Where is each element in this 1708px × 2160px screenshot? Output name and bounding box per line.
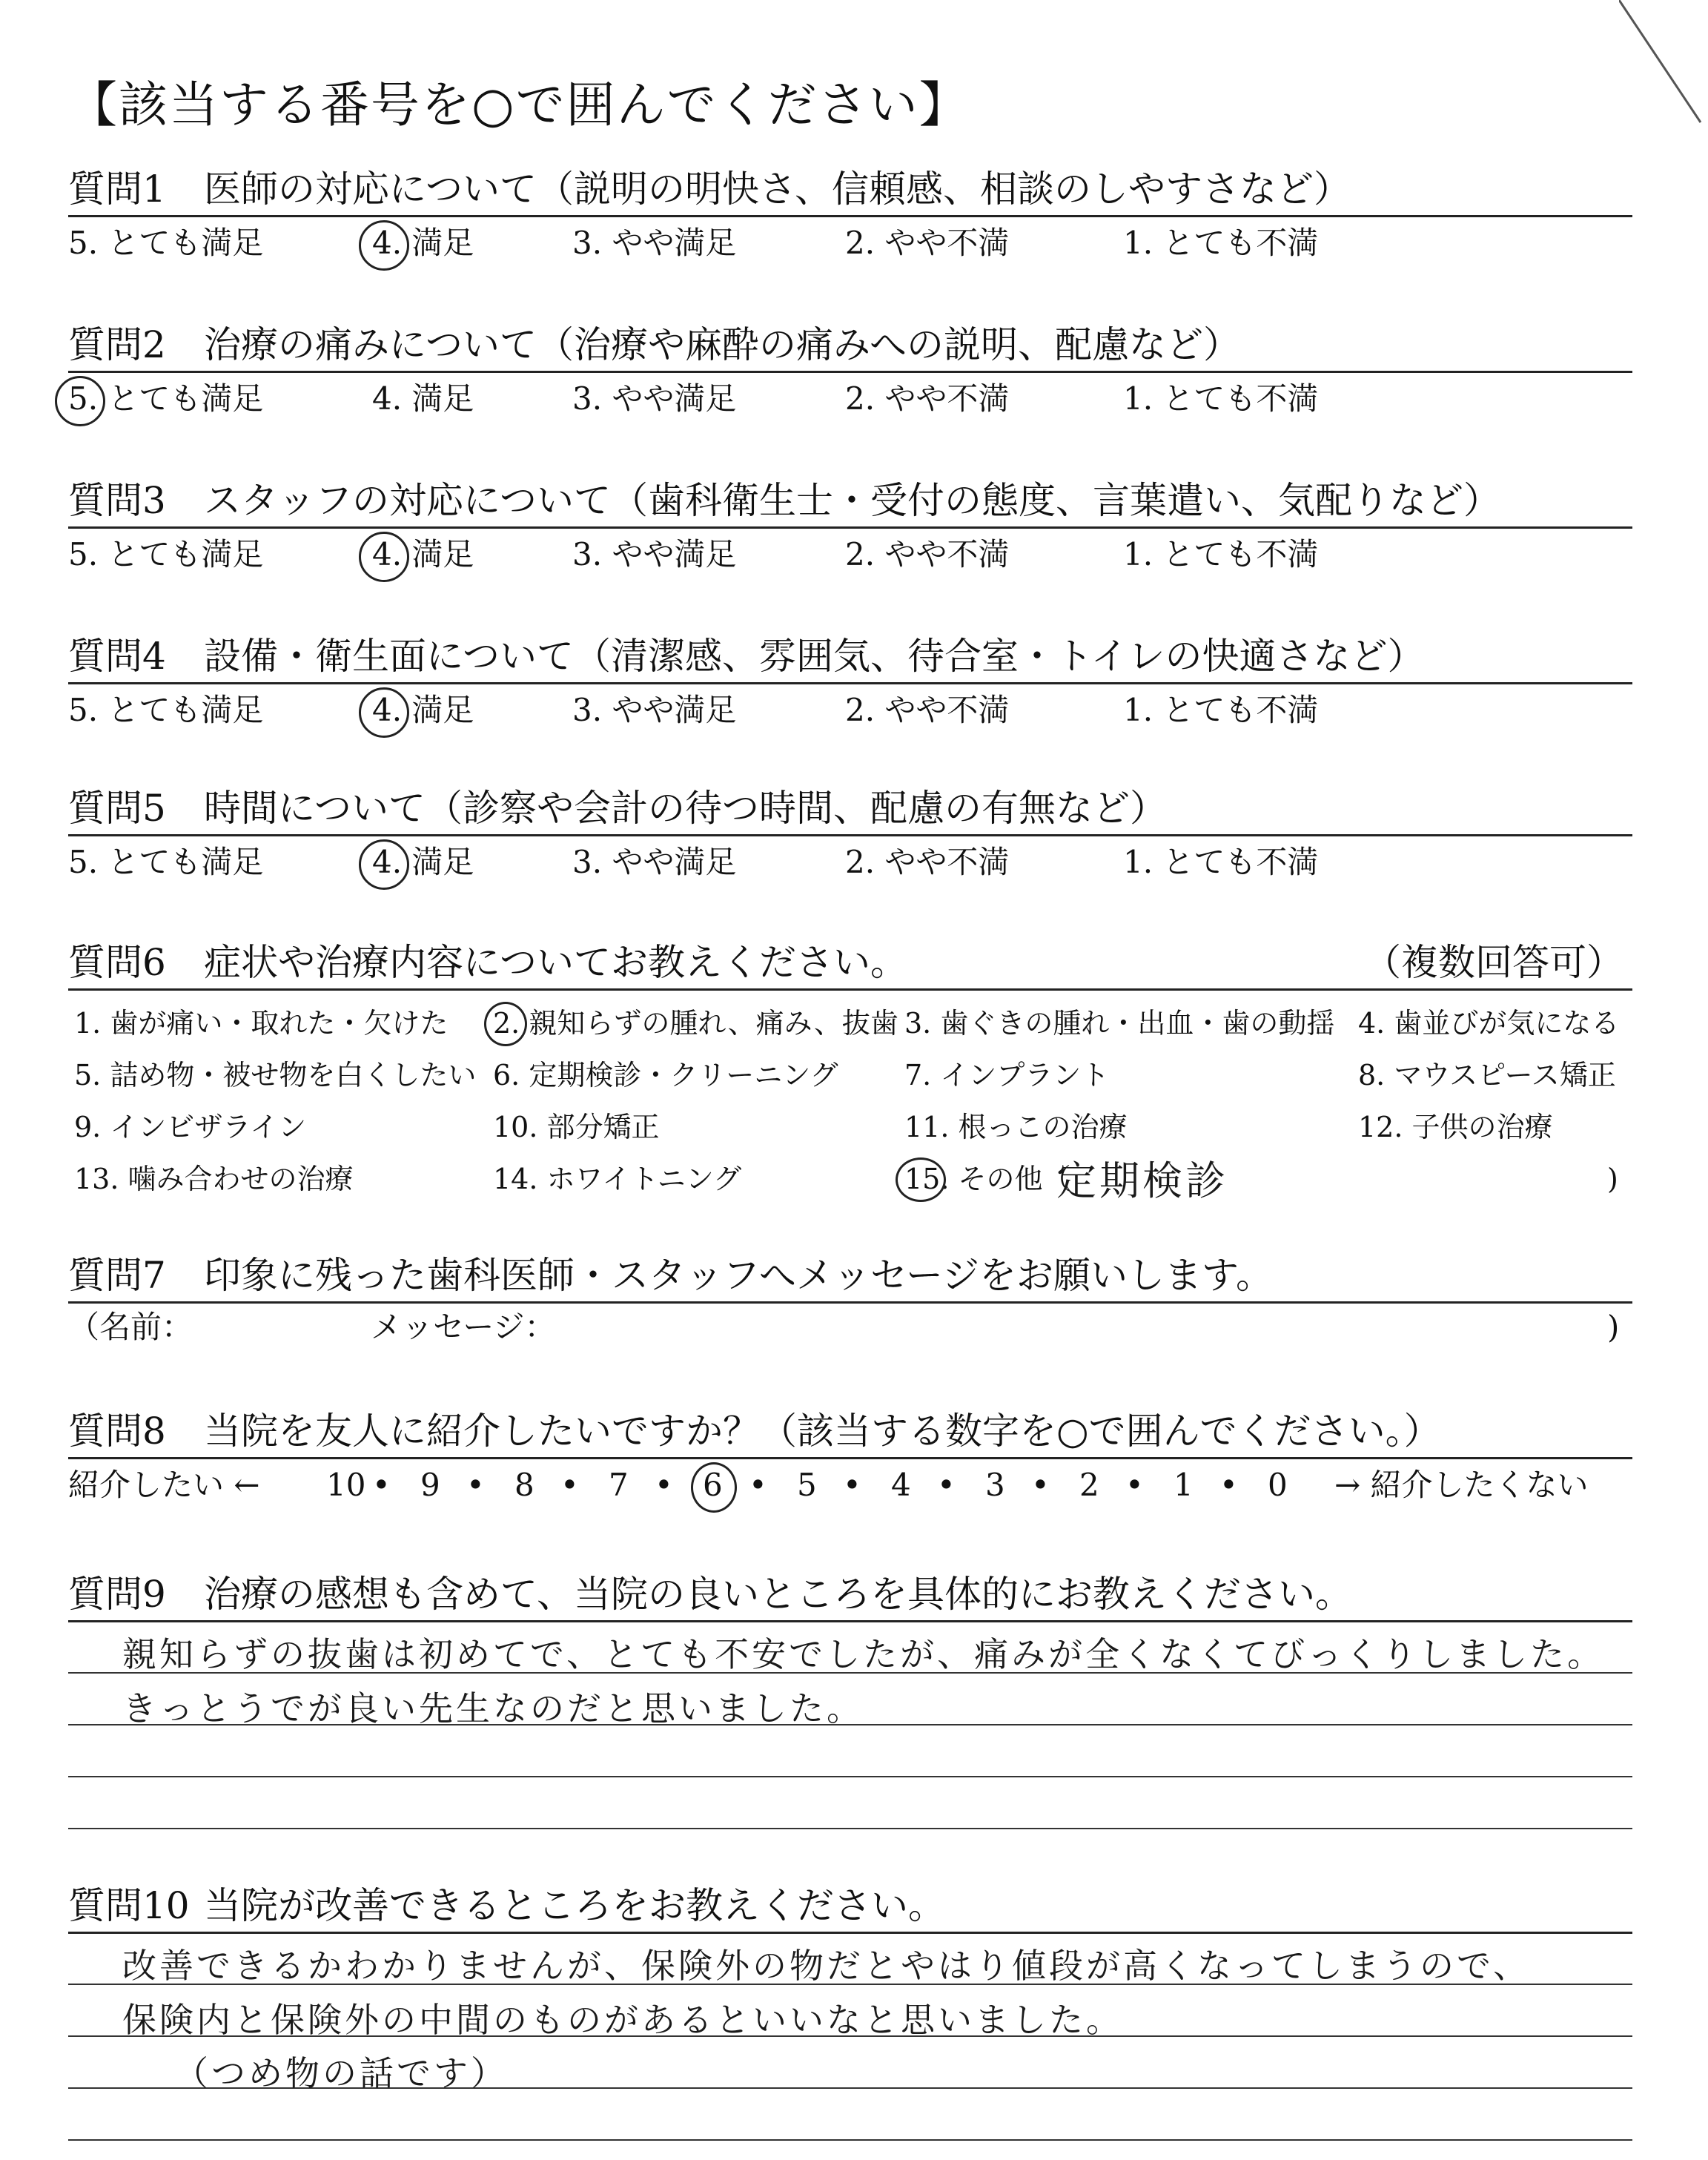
q6-option-11[interactable]: 11. 根っこの治療	[904, 1111, 1128, 1143]
q6-option-15[interactable]: 15. その他（	[904, 1163, 1071, 1195]
question-5-divider	[68, 834, 1632, 836]
q6-option-10[interactable]: 10. 部分矯正	[493, 1111, 660, 1143]
question-4-option-5[interactable]: 5. とても満足	[68, 692, 264, 728]
question-5-option-5[interactable]: 5. とても満足	[68, 844, 264, 880]
q8-scale-separator: •	[843, 1467, 861, 1503]
q9-label: 質問9	[68, 1573, 166, 1616]
question-2-text: 治療の痛みについて（治療や麻酔の痛みへの説明、配慮など）	[204, 323, 1240, 366]
q8-text: 当院を友人に紹介したいですか？（該当する数字を○で囲んでください。）	[204, 1410, 1441, 1453]
q9-answer-line-1: 親知らずの抜歯は初めてで、とても不安でしたが、痛みが全くなくてびっくりしました。	[122, 1634, 1605, 1674]
q6-option-14[interactable]: 14. ホワイトニング	[493, 1163, 742, 1195]
question-1-divider	[68, 215, 1632, 217]
q10-answer-line-1: 改善できるかわかりませんが、保険外の物だとやはり値段が高くなってしまうので、	[122, 1946, 1531, 1986]
q8-scale-value[interactable]: 6	[703, 1467, 723, 1503]
question-3-option-2[interactable]: 2. やや不満	[845, 536, 1010, 572]
question-4-option-1[interactable]: 1. とても不満	[1123, 692, 1319, 728]
question-2-label: 質問2	[68, 323, 166, 366]
question-5-option-2[interactable]: 2. やや不満	[845, 844, 1010, 880]
question-4-option-3[interactable]: 3. やや満足	[572, 692, 737, 728]
question-2-divider	[68, 371, 1632, 373]
question-1-option-1[interactable]: 1. とても不満	[1123, 225, 1319, 261]
q8-scale-separator: •	[466, 1467, 485, 1503]
q10-text: 当院が改善できるところをお教えください。	[204, 1884, 945, 1927]
q6-option-1[interactable]: 1. 歯が痛い・取れた・欠けた	[74, 1007, 448, 1040]
question-2-option-2[interactable]: 2. やや不満	[845, 380, 1010, 417]
question-3-option-4[interactable]: 4. 満足	[372, 536, 474, 572]
q10-ruled-line	[68, 2139, 1632, 2141]
q6-selection-circle	[896, 1157, 946, 1202]
question-2-option-1[interactable]: 1. とても不満	[1123, 380, 1319, 417]
q8-scale-separator: •	[749, 1467, 767, 1503]
question-1-option-3[interactable]: 3. やや満足	[572, 225, 737, 261]
question-4-selection-circle	[359, 687, 409, 738]
q8-label: 質問8	[68, 1410, 166, 1453]
question-5-label: 質問5	[68, 787, 166, 830]
question-1-option-5[interactable]: 5. とても満足	[68, 225, 264, 261]
q7-text: 印象に残った歯科医師・スタッフへメッセージをお願いします。	[204, 1254, 1273, 1297]
q10-answer-line-3: （つめ物の話です）	[174, 2053, 508, 2093]
q8-scale-value[interactable]: 8	[514, 1467, 534, 1503]
q8-selection-circle	[691, 1462, 737, 1513]
q8-scale-value[interactable]: 4	[891, 1467, 911, 1503]
q9-answer-line-2: きっとうでが良い先生なのだと思いました。	[122, 1688, 864, 1728]
q8-scale-separator: •	[372, 1467, 391, 1503]
q8-scale-separator: •	[560, 1467, 579, 1503]
q8-scale-value[interactable]: 1	[1174, 1467, 1194, 1503]
q6-other-answer: 定期検診	[1056, 1157, 1228, 1204]
q6-option-6[interactable]: 6. 定期検診・クリーニング	[493, 1059, 838, 1091]
q6-note: （複数回答可）	[1364, 941, 1623, 984]
question-4-option-4[interactable]: 4. 満足	[372, 692, 474, 728]
q9-divider	[68, 1620, 1632, 1622]
question-1-option-4[interactable]: 4. 満足	[372, 225, 474, 261]
q8-scale-value[interactable]: 0	[1268, 1467, 1288, 1503]
question-3-selection-circle	[359, 532, 409, 582]
q7-label: 質問7	[68, 1254, 166, 1297]
q6-divider	[68, 988, 1632, 991]
question-3-divider	[68, 526, 1632, 529]
question-3-option-1[interactable]: 1. とても不満	[1123, 536, 1319, 572]
q7-close-paren: )	[1607, 1309, 1620, 1345]
q7-message-label: メッセージ：	[371, 1309, 556, 1345]
q6-close-paren: )	[1607, 1163, 1618, 1195]
question-4-label: 質問4	[68, 635, 166, 678]
q8-scale-separator: •	[1125, 1467, 1144, 1503]
question-1-text: 医師の対応について（説明の明快さ、信頼感、相談のしやすさなど）	[204, 168, 1351, 211]
q6-option-4[interactable]: 4. 歯並びが気になる	[1358, 1007, 1620, 1040]
q8-scale-value[interactable]: 2	[1079, 1467, 1099, 1503]
q6-option-2[interactable]: 2. 親知らずの腫れ、痛み、抜歯	[493, 1007, 898, 1040]
q6-option-8[interactable]: 8. マウスピース矯正	[1358, 1059, 1616, 1091]
q8-scale-value[interactable]: 3	[985, 1467, 1005, 1503]
question-2-option-5[interactable]: 5. とても満足	[68, 380, 264, 417]
q9-ruled-line	[68, 1776, 1632, 1777]
question-3-text: スタッフの対応について（歯科衛生士・受付の態度、言葉遣い、気配りなど）	[204, 479, 1500, 522]
q10-label: 質問10	[68, 1884, 190, 1927]
q6-option-9[interactable]: 9. インビザライン	[74, 1111, 307, 1143]
page-corner-fold	[1619, 0, 1708, 126]
question-1-label: 質問1	[68, 168, 166, 211]
question-1-option-2[interactable]: 2. やや不満	[845, 225, 1010, 261]
question-4-option-2[interactable]: 2. やや不満	[845, 692, 1010, 728]
question-3-label: 質問3	[68, 479, 166, 522]
question-3-option-5[interactable]: 5. とても満足	[68, 536, 264, 572]
q10-answer-line-2: 保険内と保険外の中間のものがあるといいなと思いました。	[122, 2000, 1123, 2040]
question-5-selection-circle	[359, 839, 409, 890]
question-2-selection-circle	[55, 376, 105, 426]
question-2-option-4[interactable]: 4. 満足	[372, 380, 474, 417]
question-4-text: 設備・衛生面について（清潔感、雰囲気、待合室・トイレの快適さなど）	[204, 635, 1425, 678]
q7-name-label: （名前：	[68, 1309, 193, 1345]
q8-scale-separator: •	[655, 1467, 673, 1503]
question-5-text: 時間について（診察や会計の待つ時間、配慮の有無など）	[204, 787, 1167, 830]
question-1-selection-circle	[359, 220, 409, 271]
q8-scale-value[interactable]: 7	[609, 1467, 629, 1503]
question-5-option-4[interactable]: 4. 満足	[372, 844, 474, 880]
question-5-option-1[interactable]: 1. とても不満	[1123, 844, 1319, 880]
q6-option-12[interactable]: 12. 子供の治療	[1358, 1111, 1553, 1143]
q8-scale-separator: •	[937, 1467, 956, 1503]
q6-option-13[interactable]: 13. 噛み合わせの治療	[74, 1163, 354, 1195]
q6-option-5[interactable]: 5. 詰め物・被せ物を白くしたい	[74, 1059, 477, 1091]
question-5-option-3[interactable]: 3. やや満足	[572, 844, 737, 880]
q6-label: 質問6	[68, 941, 166, 984]
q6-option-3[interactable]: 3. 歯ぐきの腫れ・出血・歯の動揺	[904, 1007, 1335, 1040]
q6-text: 症状や治療内容についてお教えください。	[204, 941, 907, 984]
q8-right-label: → 紹介したくない	[1334, 1467, 1589, 1503]
question-3-option-3[interactable]: 3. やや満足	[572, 536, 737, 572]
q8-scale-value[interactable]: 5	[797, 1467, 817, 1503]
q8-scale-separator: •	[1219, 1467, 1238, 1503]
q7-divider	[68, 1301, 1632, 1304]
q6-option-7[interactable]: 7. インプラント	[904, 1059, 1110, 1091]
q8-left-label: 紹介したい ←	[68, 1467, 260, 1503]
q6-selection-circle	[484, 1002, 527, 1046]
q8-scale-separator: •	[1031, 1467, 1050, 1503]
question-4-divider	[68, 682, 1632, 684]
q9-ruled-line	[68, 1828, 1632, 1829]
question-2-option-3[interactable]: 3. やや満足	[572, 380, 737, 417]
q8-scale-value[interactable]: 10	[326, 1467, 366, 1503]
q9-text: 治療の感想も含めて、当院の良いところを具体的にお教えください。	[204, 1573, 1352, 1616]
q10-divider	[68, 1932, 1632, 1934]
page-title: 【該当する番号を○で囲んでください】	[68, 76, 970, 133]
q8-divider	[68, 1457, 1632, 1459]
q8-scale-value[interactable]: 9	[420, 1467, 440, 1503]
